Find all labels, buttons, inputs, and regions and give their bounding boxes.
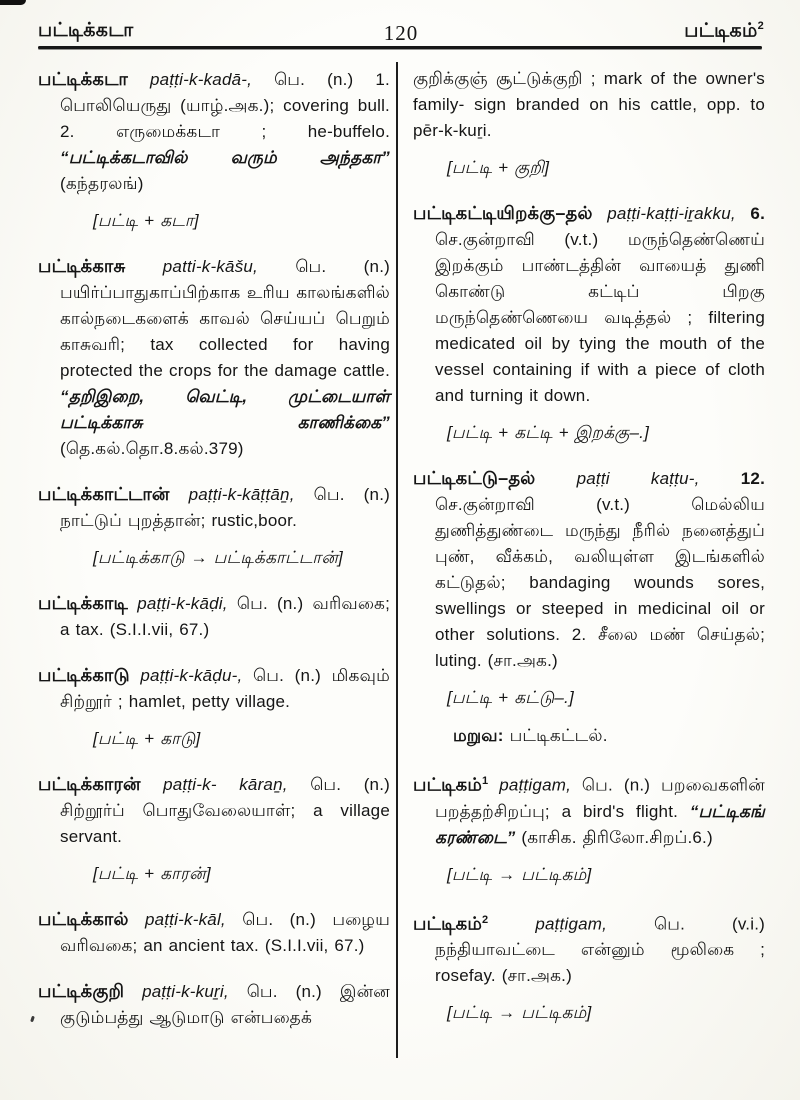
entry-pattikattu bbox=[413, 465, 765, 749]
entry-pattikkaran bbox=[38, 771, 390, 887]
entry-definition: பயிர்ப்பாதுகாப்பிற்காக உரிய காலங்களில் கால்நடைகளைக் காவல் செய்யப் பெறும் காசுவரி; tax collected for having protected the crops for the damage cattle. bbox=[60, 283, 390, 380]
entry-class-number: 6. bbox=[750, 204, 765, 223]
entry-pos: பெ. (n.) bbox=[310, 775, 390, 794]
entry-pos: பெ. (n.) bbox=[313, 485, 390, 504]
entry-etymology: [பட்டிக்காடு → பட்டிக்காட்டான்] bbox=[93, 548, 343, 567]
entry-headword: பட்டிகட்டு–தல் bbox=[413, 468, 536, 488]
entry-pattikkasu bbox=[38, 253, 390, 462]
entry-quote: “தறிஇறை, வெட்டி, முட்டையாள் பட்டிக்காசு காணிக்கை” bbox=[60, 387, 390, 432]
entry-pattikkuri bbox=[38, 978, 390, 1031]
entry-pattikkadi bbox=[38, 590, 390, 643]
entry-etymology: [பட்டி + கட்டி + இறக்கு–.] bbox=[447, 423, 650, 442]
entry-source: (காசிக. திரிலோ.சிறப்.6.) bbox=[521, 827, 713, 847]
right-column bbox=[413, 66, 765, 1045]
entry-etymology: [பட்டி + கட்டு–.] bbox=[447, 688, 574, 707]
page-number: 120 bbox=[383, 21, 419, 45]
entry-headword: பட்டிக்குறி bbox=[38, 981, 125, 1001]
entry-headword: பட்டிகட்டியிறக்கு–தல் bbox=[413, 203, 593, 223]
entry-text bbox=[38, 978, 390, 1031]
entry-headword: பட்டிகம் bbox=[413, 913, 483, 934]
entry-quote: “பட்டிகங் கரண்டை” bbox=[435, 801, 765, 847]
entry-pos: பெ. (v.i.) bbox=[654, 914, 765, 934]
entry-quote: “பட்டிக்கடாவில் வரும் அந்தகா” bbox=[60, 148, 390, 167]
entry-pattikkuri-continuation bbox=[413, 66, 765, 181]
entry-text bbox=[38, 253, 390, 462]
entry-text bbox=[413, 200, 765, 409]
variant-text: பட்டிகட்டல். bbox=[509, 726, 608, 745]
entry-pattikkada bbox=[38, 66, 390, 234]
entry-headword: பட்டிக்காசு bbox=[38, 256, 126, 276]
left-column bbox=[38, 66, 390, 1050]
entry-pos: பெ. (n.) bbox=[253, 666, 321, 685]
entry-definition: நந்தியாவட்டை என்னும் மூலிகை ; rosefay. (சா.அக.) bbox=[435, 940, 765, 986]
entry-definition: செ.குன்றாவி (v.t.) மருந்தெண்ணெய் இறக்கும் பாண்டத்தின் வாயைத் துணி கொண்டு கட்டிப் பிறகு மருந்தெண்ணெயை வடித்தல் ; filtering medicated oil by tying the mouth of the vessel containing if with a piece of cloth and turning it down. bbox=[435, 230, 765, 405]
entry-source: (தெ.கல்.தொ.8.கல்.379) bbox=[60, 439, 244, 458]
entry-definition: நாட்டுப் புறத்தான்; rustic,boor. bbox=[60, 511, 297, 530]
entry-transliteration: paṭṭi-k-kāḍu-, bbox=[140, 666, 243, 685]
entry-etymology: [பட்டி → பட்டிகம்] bbox=[447, 1003, 592, 1023]
entry-headword: பட்டிக்காரன் bbox=[38, 774, 141, 794]
entry-pattikkal bbox=[38, 906, 390, 959]
entry-text bbox=[38, 662, 390, 715]
scan-smudge bbox=[0, 0, 26, 5]
entry-pattikkattan bbox=[38, 481, 390, 571]
entry-transliteration: paṭṭi-k-kuṟi, bbox=[142, 982, 229, 1001]
entry-pos: பெ. (n.) bbox=[295, 257, 390, 276]
entry-pattigam-2 bbox=[413, 907, 765, 1027]
entry-text bbox=[38, 481, 390, 534]
entry-definition: பறவைகளின் பறத்தற்சிறப்பு; a bird's flight. bbox=[435, 775, 765, 821]
entry-definition: சிற்றூர்ப் பொதுவேலையாள்; a village servant. bbox=[60, 801, 390, 846]
entry-etymology: [பட்டி + காடு] bbox=[93, 729, 201, 748]
entry-source: (கந்தரலங்) bbox=[60, 174, 144, 193]
entry-definition: மிகவும் சிற்றூர் ; hamlet, petty village. bbox=[60, 666, 390, 711]
entry-headword: பட்டிக்கடா bbox=[38, 69, 129, 89]
entry-transliteration: paṭṭi-k-kadā-, bbox=[150, 70, 253, 89]
entry-transliteration: paṭṭi-k- kāraṉ, bbox=[163, 775, 288, 794]
scan-speck bbox=[30, 1016, 35, 1023]
entry-text bbox=[38, 771, 390, 850]
entry-transliteration: paṭṭi-k-kāl, bbox=[145, 910, 226, 929]
entry-etymology: [பட்டி + கடா] bbox=[93, 211, 199, 230]
entry-headword-sup: 1 bbox=[482, 775, 489, 787]
entry-transliteration: paṭṭi kaṭṭu-, bbox=[576, 469, 700, 488]
entry-headword: பட்டிகம் bbox=[413, 774, 483, 795]
entry-text bbox=[38, 590, 390, 643]
entry-variant bbox=[453, 723, 765, 749]
entry-definition: பழைய வரிவகை; an ancient tax. (S.I.I.vii, 67.) bbox=[60, 910, 390, 955]
running-header bbox=[38, 14, 764, 46]
entry-pos: பெ. (n.) bbox=[246, 982, 322, 1001]
entry-pattikatti-irakku bbox=[413, 200, 765, 446]
entry-pos: பெ. (n.) bbox=[581, 775, 651, 795]
entry-pattigam-1 bbox=[413, 768, 765, 888]
entry-transliteration: paṭṭigam, bbox=[535, 914, 608, 934]
entry-transliteration: paṭṭi-k-kāḍi, bbox=[137, 594, 228, 613]
entry-pos: பெ. (n.) bbox=[274, 70, 354, 89]
entry-text bbox=[413, 907, 765, 990]
entry-pattikkadu bbox=[38, 662, 390, 752]
variant-label: மறுவ: bbox=[453, 726, 504, 745]
entry-definition: இன்ன குடும்பத்து ஆடுமாடு என்பதைக் bbox=[60, 982, 390, 1027]
column-divider bbox=[396, 62, 398, 1058]
entry-class-number: 12. bbox=[740, 469, 765, 488]
entry-transliteration: patti-k-kāšu, bbox=[162, 257, 258, 276]
entry-pos: பெ. (n.) bbox=[242, 910, 316, 929]
entry-pos: பெ. (n.) bbox=[236, 594, 304, 613]
entry-transliteration: paṭṭigam, bbox=[499, 775, 572, 795]
entry-transliteration: paṭṭi-kaṭṭi-iṟakku, bbox=[607, 204, 736, 223]
entry-headword: பட்டிக்காடி bbox=[38, 593, 129, 613]
header-guideword-right-text: பட்டிகம் bbox=[684, 20, 758, 41]
entry-headword-sup: 2 bbox=[482, 913, 489, 926]
entry-headword: பட்டிக்காடு bbox=[38, 665, 130, 685]
entry-text bbox=[38, 906, 390, 959]
entry-etymology: [பட்டி + காரன்] bbox=[93, 864, 211, 883]
entry-etymology: [பட்டி → பட்டிகம்] bbox=[447, 864, 592, 884]
entry-text bbox=[38, 66, 390, 197]
entry-definition: செ.குன்றாவி (v.t.) மெல்லிய துணித்துண்டை மருந்து நீரில் நனைத்துப் புண், வீக்கம், வலியுள்ள இடங்களில் கட்டுதல்; bandaging wounds sores, swellings or steeped in medicinal oil or other solutions. 2. சீலை மண் செய்தல்; luting. (சா.அக.) bbox=[435, 495, 765, 670]
header-guideword-right bbox=[684, 20, 764, 44]
header-guideword-left: பட்டிக்கடா bbox=[38, 20, 134, 41]
header-guideword-right-sup: 2 bbox=[757, 19, 764, 32]
entry-definition: 1. பொலியெருது (யாழ்.அக.); covering bull. 2. எருமைக்கடா ; he-buffelo. bbox=[60, 70, 390, 141]
entry-headword: பட்டிக்காட்டான் bbox=[38, 484, 170, 504]
entry-text bbox=[413, 465, 765, 674]
entry-headword: பட்டிக்கால் bbox=[38, 909, 129, 929]
entry-definition: வரிவகை; a tax. (S.I.I.vii, 67.) bbox=[60, 594, 390, 639]
entry-transliteration: paṭṭi-k-kāṭṭāṉ, bbox=[188, 485, 295, 504]
header-rule bbox=[38, 46, 762, 49]
entry-etymology: [பட்டி + குறி] bbox=[447, 158, 550, 177]
entry-text bbox=[413, 768, 765, 851]
entry-continuation-text: குறிக்குஞ் சூட்டுக்குறி ; mark of the owner's family- sign branded on his cattle, opp. to pēr-k-kuṟi. bbox=[413, 69, 765, 140]
